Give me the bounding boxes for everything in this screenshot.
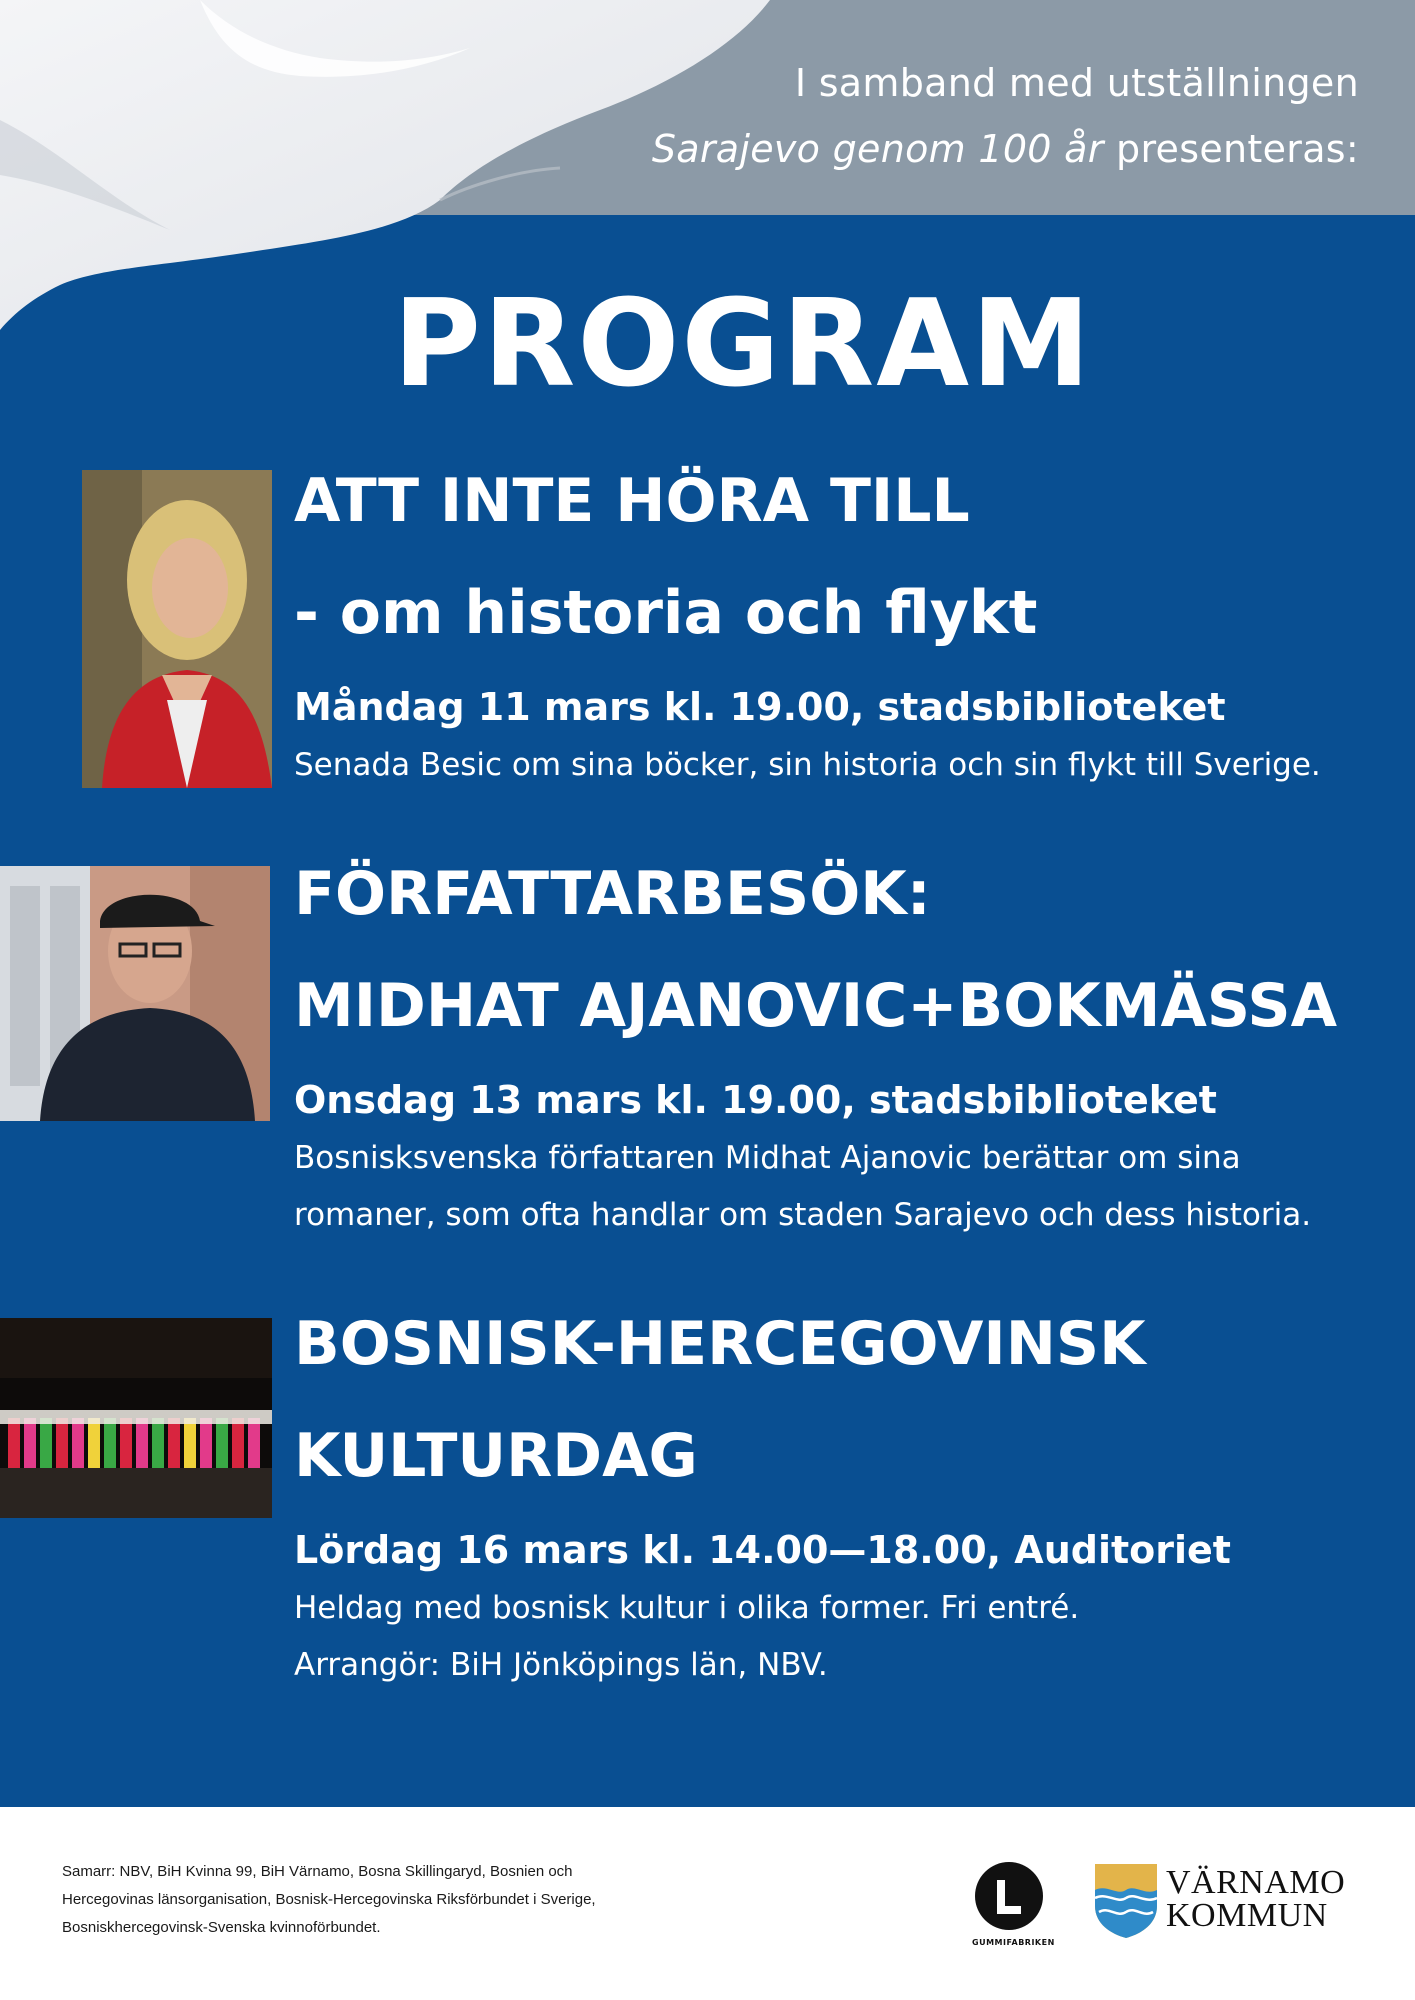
varnamo-kommun-logo xyxy=(1166,1866,1345,1932)
event-1-title-line-2: - om historia och flykt xyxy=(294,578,1038,648)
event-3-description xyxy=(294,1580,1374,1694)
gummifabriken-label: GUMMIFABRIKEN xyxy=(972,1938,1055,1947)
sponsors-line-1: Samarr: NBV, BiH Kvinna 99, BiH Värnamo, Bosna Skillingaryd, Bosnien och xyxy=(62,1863,573,1880)
sponsors-text xyxy=(62,1858,822,1942)
intro-line-1: I samband med utställningen xyxy=(794,61,1359,105)
intro-line-2 xyxy=(652,116,1359,182)
program-title: PROGRAM xyxy=(393,275,1093,414)
varnamo-shield-icon xyxy=(1093,1862,1159,1940)
event-3-title-line-1: BOSNISK-HERCEGOVINSK xyxy=(294,1309,1146,1379)
event-2-photo-man xyxy=(0,866,270,1121)
event-3 xyxy=(294,1288,1374,1694)
event-3-title-line-2: KULTURDAG xyxy=(294,1421,698,1491)
event-3-description-line-1: Heldag med bosnisk kultur i olika former. Fri entré. xyxy=(294,1590,1080,1626)
varnamo-line-1: VÄRNAMO xyxy=(1166,1864,1346,1901)
event-2 xyxy=(294,838,1374,1244)
varnamo-line-2: KOMMUN xyxy=(1166,1897,1328,1934)
event-1-title-line-1: ATT INTE HÖRA TILL xyxy=(294,466,970,536)
gummifabriken-logo xyxy=(972,1862,1055,1962)
event-2-title-line-2: MIDHAT AJANOVIC+BOKMÄSSA xyxy=(294,971,1338,1041)
event-2-date: Onsdag 13 mars kl. 19.00, stadsbiblioteket xyxy=(294,1078,1217,1122)
event-2-description xyxy=(294,1130,1374,1244)
intro-text xyxy=(652,50,1359,182)
sponsors-line-2: Hercegovinas länsorganisation, Bosnisk-Hercegovinska Riksförbundet i Sverige, xyxy=(62,1891,596,1908)
sponsors-line-3: Bosniskhercegovinsk-Svenska kvinnoförbundet. xyxy=(62,1919,381,1936)
event-3-photo-dancers xyxy=(0,1318,272,1518)
event-3-description-line-2: Arrangör: BiH Jönköpings län, NBV. xyxy=(294,1647,828,1683)
exhibition-name: Sarajevo genom 100 år xyxy=(651,127,1104,171)
event-1-description-line-1: Senada Besic om sina böcker, sin historia och sin flykt till Sverige. xyxy=(294,747,1321,783)
event-3-date: Lördag 16 mars kl. 14.00—18.00, Auditoriet xyxy=(294,1528,1231,1572)
event-1 xyxy=(294,445,1374,794)
event-1-date: Måndag 11 mars kl. 19.00, stadsbiblioteket xyxy=(294,685,1226,729)
event-2-description-line-1: Bosnisksvenska författaren Midhat Ajanovic berättar om sina xyxy=(294,1140,1241,1176)
gummifabriken-mark xyxy=(975,1862,1043,1930)
intro-line-2-suffix: presenteras: xyxy=(1103,127,1359,171)
event-2-description-line-2: romaner, som ofta handlar om staden Sarajevo och dess historia. xyxy=(294,1197,1312,1233)
event-1-description xyxy=(294,737,1374,794)
event-2-title-line-1: FÖRFATTARBESÖK: xyxy=(294,859,931,929)
event-1-photo-woman xyxy=(82,470,272,788)
